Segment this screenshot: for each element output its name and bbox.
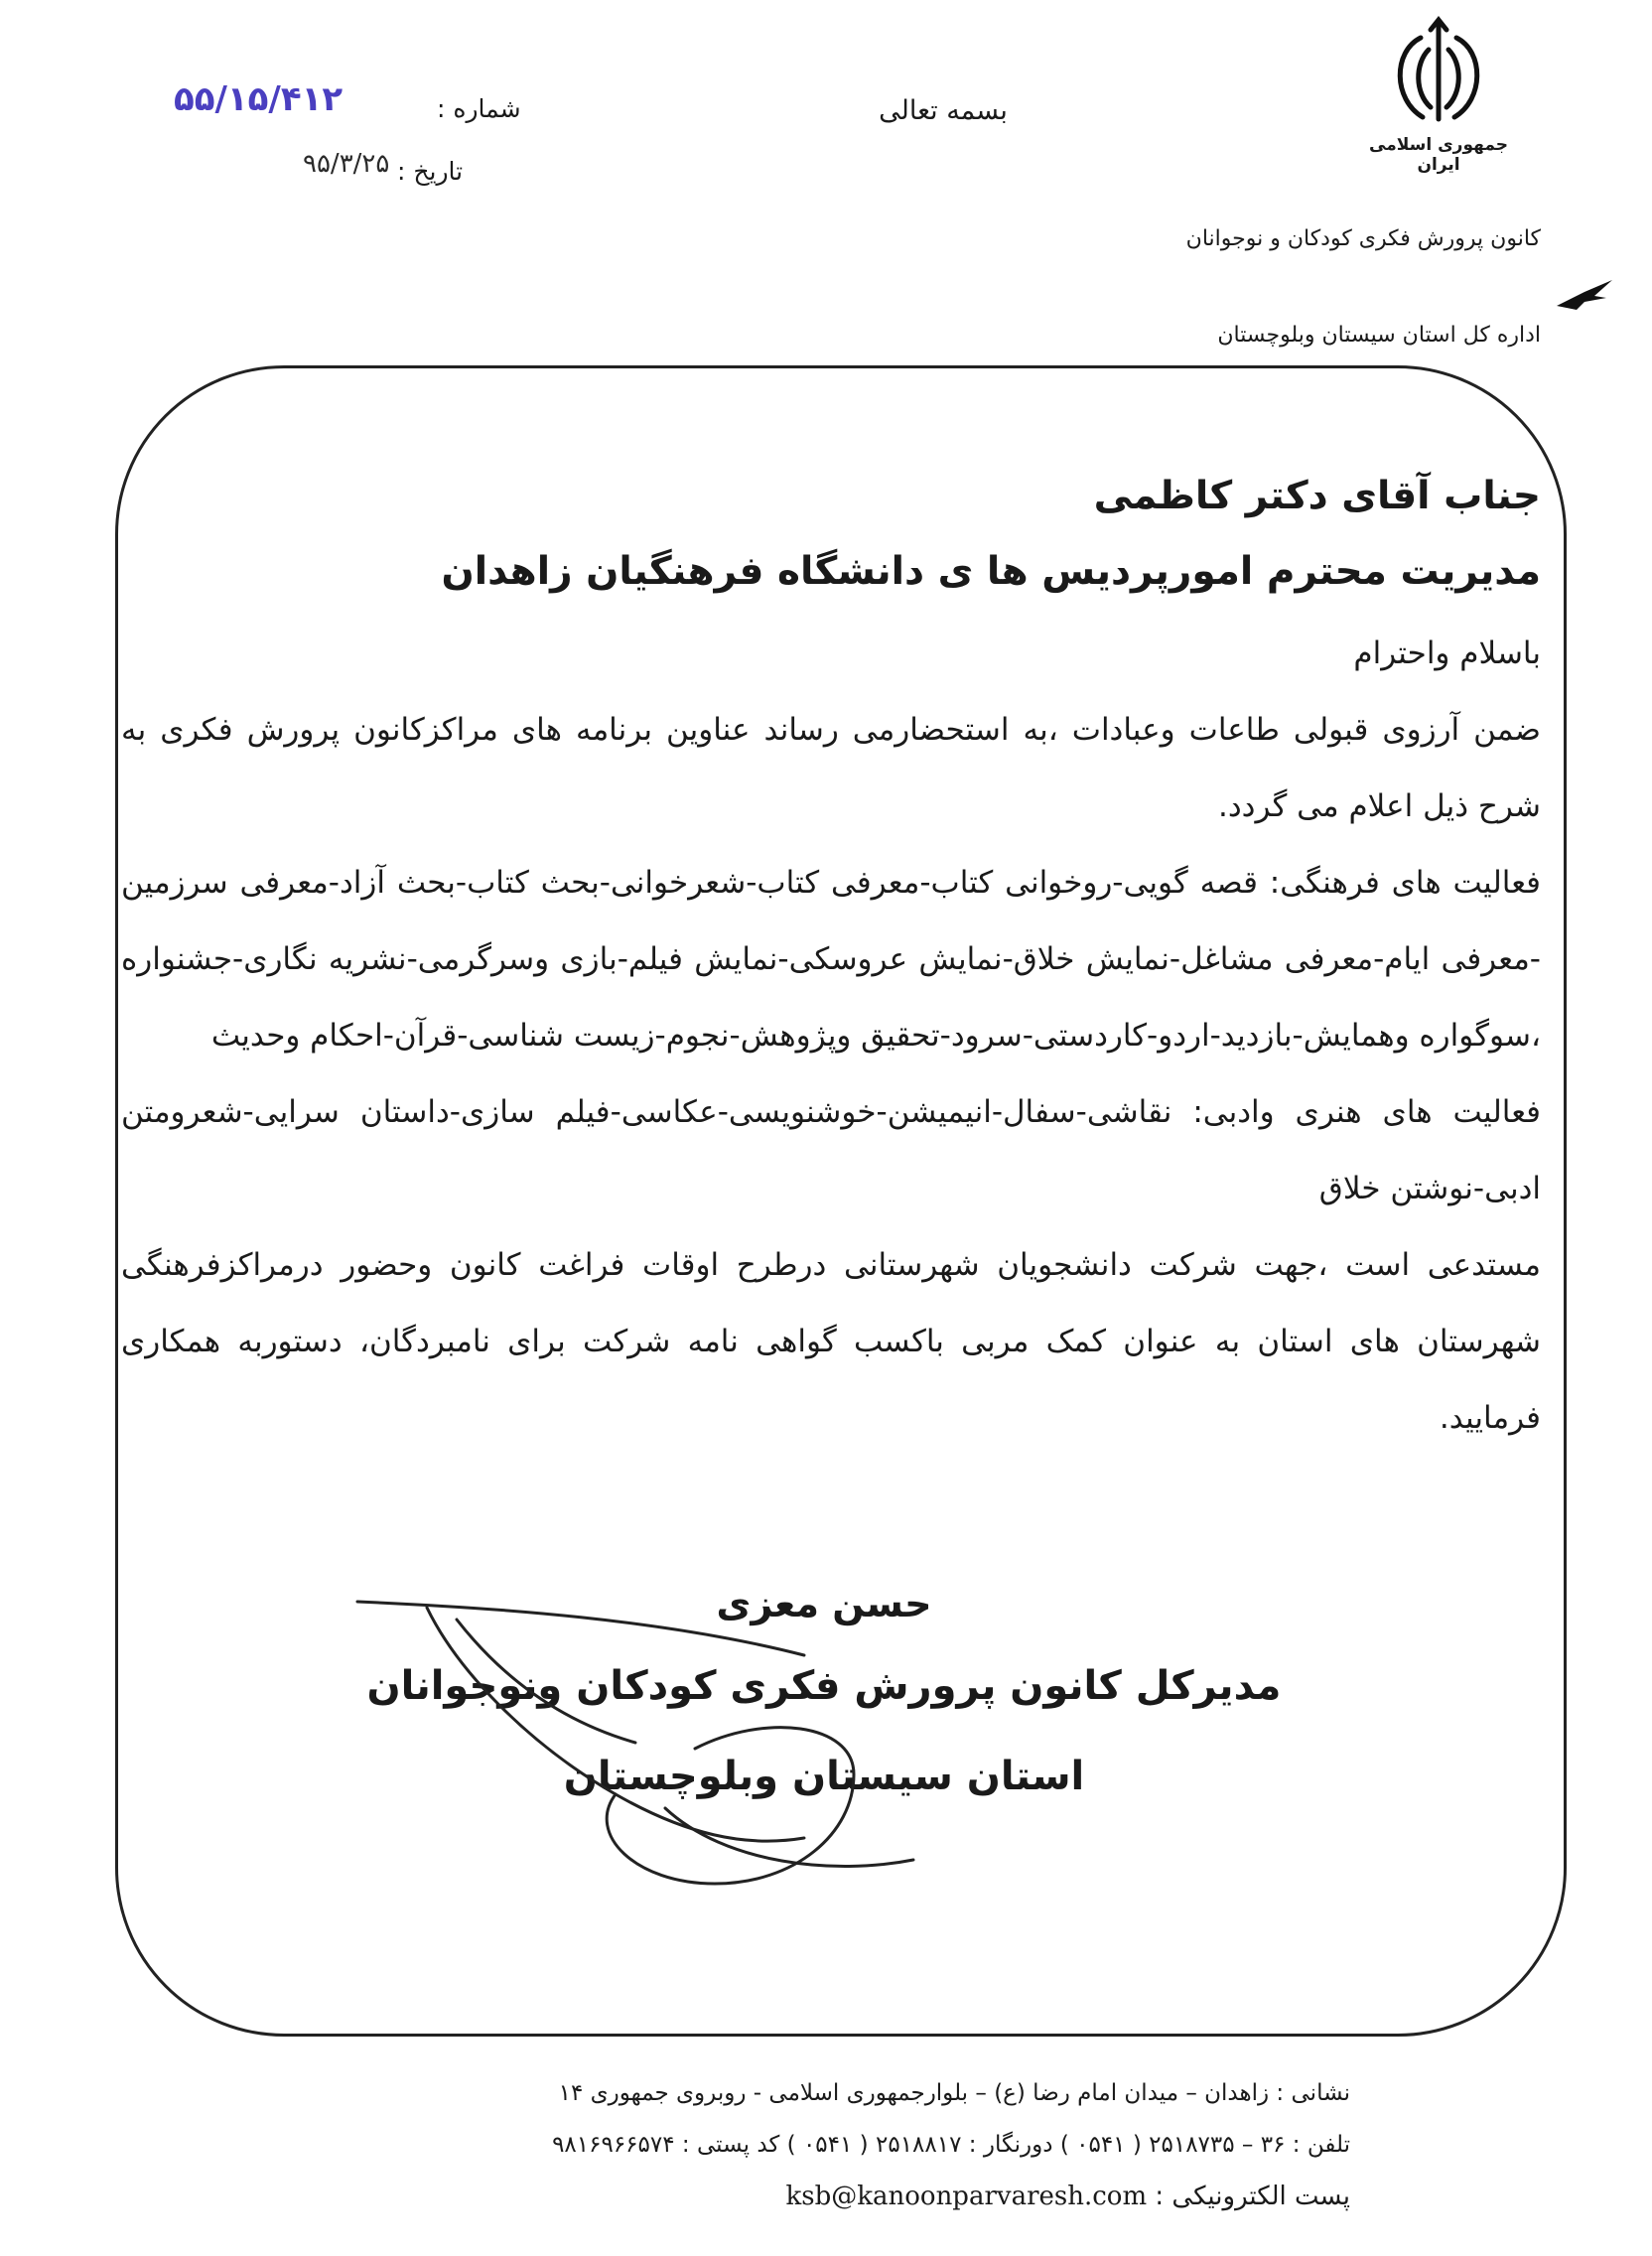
greeting: باسلام واحترام <box>1353 635 1541 671</box>
emblem-icon <box>1379 16 1498 133</box>
handwritten-signature <box>338 1574 933 1902</box>
signer-title: مدیرکل کانون پرورش فکری کودکان ونوجوانان <box>366 1663 1282 1709</box>
email-address: ksb@kanoonparvaresh.com <box>785 2182 1148 2211</box>
iran-emblem <box>1354 16 1523 175</box>
emblem-caption: جمهوری اسلامی ایران <box>1369 135 1508 175</box>
kanoon-bird-logo-icon <box>1555 278 1614 316</box>
organization-name: کانون پرورش فکری کودکان و نوجوانان <box>1185 226 1541 251</box>
email-label: پست الکترونیکی : <box>1155 2182 1350 2211</box>
cultural-activities-paragraph: فعالیت های فرهنگی: قصه گویی-روخوانی کتاب-معرفی کتاب-شعرخوانی-بحث کتاب-بحث آزاد-معرفی سرزمین -معرفی ایام-معرفی مشاغل-نمایش خلاق-نمایش عروسکی-نمایش فیلم-بازی وسرگرمی-نشریه نگاری-جشنواره ،سوگواره وهمایش-بازدید-اردو-کاردستی-سرود-تحقیق وپژوهش-نجوم-زیست شناسی-قرآن-احکام وحدیث <box>121 865 1541 1054</box>
addressee-name: جناب آقای دکتر کاظمی <box>1093 474 1541 518</box>
signer-name: حسن معزی <box>716 1582 932 1625</box>
footer-address: نشانی : زاهدان – میدان امام رضا (ع) – بلوارجمهوری اسلامی - روبروی جمهوری ۱۴ <box>558 2080 1350 2106</box>
footer-email-line <box>258 2171 1350 2222</box>
number-label: شماره : <box>437 94 521 123</box>
letter-number-stamp: ۵۵/۱۵/۴۱۲ <box>174 79 344 119</box>
footer-phones: تلفن : ۳۶ – ۲۵۱۸۷۳۵ ( ۰۵۴۱ ) دورنگار : ۲۵۱۸۸۱۷ ( ۰۵۴۱ ) کد پستی : ۹۸۱۶۹۶۶۵۷۴ <box>552 2132 1350 2158</box>
letter-footer <box>258 2067 1350 2222</box>
date-label: تاریخ : <box>397 157 464 186</box>
signer-region: استان سیستان وبلوچستان <box>563 1754 1085 1799</box>
letter-body <box>121 465 1541 1457</box>
letter-date: ۹۵/۳/۲۵ <box>303 149 390 179</box>
artistic-activities-paragraph: فعالیت های هنری وادبی: نقاشی-سفال-انیمیشن-خوشنویسی-عکاسی-فیلم سازی-داستان سرایی-شعرومتن ادبی-نوشتن خلاق <box>121 1094 1541 1206</box>
request-paragraph: مستدعی است ،جهت شرکت دانشجویان شهرستانی درطرح اوقات فراغت کانون وحضور درمراکزفرهنگی شهرستان های استان به عنوان کمک مربی باکسب گواهی نامه شرکت برای نامبردگان، دستوربه همکاری فرمایید. <box>121 1247 1541 1436</box>
intro-paragraph: ضمن آرزوی قبولی طاعات وعبادات ،به استحضارمی رساند عناوین برنامه های مراکزکانون پرورش فکری به شرح ذیل اعلام می گردد. <box>121 712 1541 824</box>
department-name: اداره کل استان سیستان وبلوچستان <box>1217 323 1541 348</box>
bismillah-heading: بسمه تعالی <box>879 95 1008 126</box>
addressee-title: مدیریت محترم امورپردیس ها ی دانشگاه فرهنگیان زاهدان <box>441 549 1541 594</box>
